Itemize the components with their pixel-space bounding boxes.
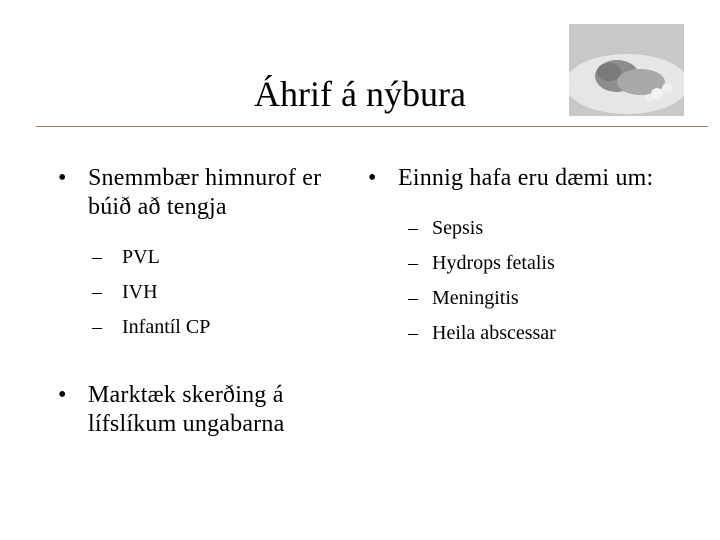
sub-item-text: PVL xyxy=(122,246,160,268)
dash-glyph: – xyxy=(92,316,102,338)
dash-glyph: – xyxy=(92,281,102,303)
sub-item-text: Hydrops fetalis xyxy=(432,252,555,274)
sub-item-text: Sepsis xyxy=(432,217,484,239)
title-divider xyxy=(36,126,708,127)
bullet-glyph: • xyxy=(58,165,67,191)
dash-glyph: – xyxy=(408,217,418,239)
newborn-photo xyxy=(569,24,684,116)
dash-glyph: – xyxy=(408,287,418,309)
bullet-text: Marktæk skerðing á lífslíkum ungabarna xyxy=(88,382,285,437)
sub-item xyxy=(408,316,688,351)
dash-glyph: – xyxy=(408,322,418,344)
bullet-text: Snemmbær himnurof er búið að tengja xyxy=(88,165,322,220)
bullet-item xyxy=(368,164,688,193)
sub-item xyxy=(408,281,688,316)
right-column xyxy=(368,164,688,351)
left-column xyxy=(58,164,358,439)
sub-item xyxy=(408,211,688,246)
sub-item xyxy=(92,275,358,310)
sub-item xyxy=(408,246,688,281)
sub-item xyxy=(92,240,358,275)
sub-list xyxy=(58,240,358,345)
bullet-glyph: • xyxy=(368,165,377,191)
bullet-text: Einnig hafa eru dæmi um: xyxy=(398,165,654,191)
dash-glyph: – xyxy=(92,246,102,268)
bullet-item xyxy=(58,164,358,222)
bullet-item xyxy=(58,381,358,439)
dash-glyph: – xyxy=(408,252,418,274)
sub-item-text: Heila abscessar xyxy=(432,322,556,344)
slide-title: Áhrif á nýbura xyxy=(254,74,466,114)
bullet-glyph: • xyxy=(58,382,67,408)
sub-item-text: Infantíl CP xyxy=(122,316,211,338)
sub-list xyxy=(368,211,688,351)
sub-item-text: Meningitis xyxy=(432,287,519,309)
sub-item xyxy=(92,310,358,345)
sub-item-text: IVH xyxy=(122,281,158,303)
